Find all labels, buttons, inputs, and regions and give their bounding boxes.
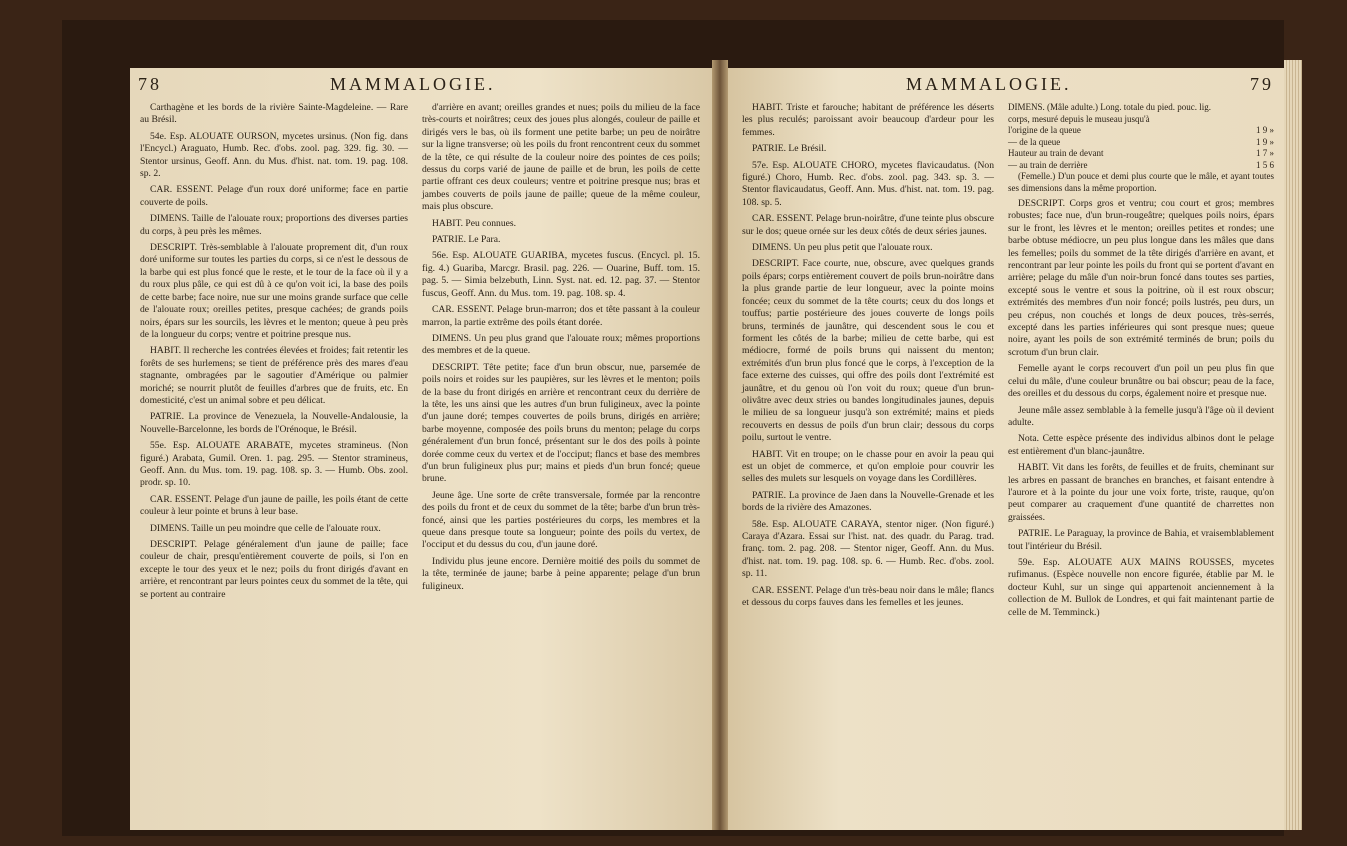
left-column-1 <box>140 102 408 605</box>
dims-row-label: l'origine de la queue <box>1008 125 1081 135</box>
paragraph: Individu plus jeune encore. Dernière moitié des poils du sommet de la tête, terminée de jaune; barbe à peine apparente; pelage d'un brun fuligineux. <box>422 555 700 592</box>
right-column-1 <box>742 102 994 613</box>
paragraph: 59e. Esp. ALOUATE AUX MAINS ROUSSES, mycetes rufimanus. (Espèce nouvelle non encore figurée, établie par M. le docteur Kuhl, sur un singe qui appartenoit anciennement à la collection de M. Bullok de Londres, et qui fait maintenant partie de celle de M. Temminck.) <box>1008 556 1274 618</box>
paragraph: Femelle ayant le corps recouvert d'un poil un peu plus fin que celui du mâle, d'une couleur brunâtre ou bai obscur; peau de la face, des oreilles et du dessous du corps, également noire et presque nue. <box>1008 363 1274 400</box>
paragraph: 56e. Esp. ALOUATE GUARIBA, mycetes fuscus. (Encycl. pl. 15. fig. 4.) Guariba, Marcgr. Brasil. pag. 226. — Ouarine, Buff. tom. 15. pag. 5. — Simia belzebuth, Linn. Syst. nat. ed. 12. pag. 37. — Stentor fuscus, Geoff. Ann. du Mus. tom. 19. pag. 108. sp. 4. <box>422 250 700 299</box>
paragraph: Jeune âge. Une sorte de crête transversale, formée par la rencontre des poils du front et de ceux du sommet de la tête; barbe d'un brun très-foncé, ainsi que les parties postérieures du corps, les membres et la queue dans presque toute sa longueur; pointe des poils du vertex, de l'occiput et du dessus du cou, d'un jaune doré. <box>422 489 700 551</box>
paragraph: HABIT. Il recherche les contrées élevées et froides; fait retentir les forêts de ses hurlemens; se tient de préférence près des mares d'eau stagnante, ombragées par le sagoutier d'Amérique ou palmier moriché; se nourrit plutôt de feuilles d'arbres que de fruits, etc. En domesticité, c'est un animal sobre et peu délicat. <box>140 345 408 406</box>
paragraph: DESCRIPT. Tête petite; face d'un brun obscur, nue, parsemée de poils noirs et roides sur les paupières, sur les lèvres et le menton; poils de la base du front dirigés en arrière et rencontrant ceux du derrière de la tête, les uns ainsi que les autres d'un brun fuligineux, avec la pointe d'un jaune doré; tempes couvertes de poils bruns, dirigés en arrière; barbe moyenne, composée des poils bruns du menton; pelage du corps généralement d'un brun foncé, présentant sur le dos des poils à pointe dorée comme ceux du vertex et de l'occiput; flancs et base des membres d'un brun fuligineux plus pur; mains et pieds d'un brun foncé; queue brune. <box>422 361 700 485</box>
paragraph: DIMENS. Un peu plus petit que l'alouate roux. <box>752 242 933 254</box>
page-edges <box>1284 60 1302 830</box>
paragraph: 57e. Esp. ALOUATE CHORO, mycetes flavicaudatus. (Non figuré.) Choro, Humb. Rec. d'obs. zool. pag. 343. sp. 3. — Stentor flavicaudatus, Geoff. Ann. Mus. d'hist. nat. tom. 19. pag. 108. sp. 5. <box>742 159 994 208</box>
right-running-head: MAMMALOGIE. <box>906 74 1072 94</box>
paragraph: 54e. Esp. ALOUATE OURSON, mycetes ursinus. (Non fig. dans l'Encycl.) Araguato, Humb. Rec. d'obs. zool. pag. 329. fig. 30. — Stentor ursinus, Geoff. Ann. du Mus. d'hist. nat. tom. 19. pag. 108. sp. 2. <box>140 130 408 180</box>
book-gutter <box>712 60 728 830</box>
right-header <box>728 74 1284 100</box>
paragraph: HABIT. Peu connues. <box>432 217 517 229</box>
left-page-number: 78 <box>138 74 162 94</box>
paragraph: CAR. ESSENT. Pelage d'un roux doré uniforme; face en partie couverte de poils. <box>140 184 408 208</box>
paragraph: HABIT. Vit dans les forêts, de feuilles et de fruits, cheminant sur les arbres en passant de branches en branches, et faisant entendre à l'aurore et à la pointe du jour une voix forte, triste, rauque, qu'on peut comparer au craquement d'une quantité de charrettes non graissées. <box>1008 462 1274 523</box>
dims-row-value: 1 9 » <box>1256 125 1274 135</box>
paragraph: PATRIE. La province de Jaen dans la Nouvelle-Grenade et les bords de la rivière des Amazones. <box>742 489 994 514</box>
paragraph: Carthagène et les bords de la rivière Sainte-Magdeleine. — Rare au Brésil. <box>140 102 408 126</box>
paragraph: HABIT. Triste et farouche; habitant de préférence les déserts les plus reculés; paroissant avoir beaucoup d'ardeur pour les femmes. <box>742 102 994 138</box>
paragraph: DESCRIPT. Face courte, nue, obscure, avec quelques grands poils épars; corps entièrement couvert de poils brun-noirâtre dans la plus grande partie de leur longueur, avec la pointe moins foncée; ceux du sommet de la tête courts; ceux du dos longs et touffus; partie postérieure des joues couverte de longs poils bruns, terminés de jaunâtre, qui descendent sous le cou et forment les côtés de la barbe; milieu de cette barbe, qui est médiocre, formé de poils bruns qui naissent du menton; extrémités d'un brun plus foncé que le corps, à l'exception de la face externe des cuisses, qui offre des poils dont l'extrémité est jaunâtre, et du genou où l'on voit du roux; queue d'un brun-olivâtre avec deux stries ou bandes longitudinales jaunes, depuis le milieu de sa longueur jusqu'à son extrémité; mains et pieds recouverts en dessus de poils d'un brun clair; dessous du corps poilu, surtout le ventre. <box>742 258 994 444</box>
paragraph: CAR. ESSENT. Pelage brun-marron; dos et tête passant à la couleur marron, la partie extrême des poils étant dorée. <box>422 304 700 328</box>
left-page <box>130 68 712 830</box>
dims-row <box>1008 125 1274 137</box>
paragraph: PATRIE. Le Brésil. <box>752 143 827 155</box>
left-column-2 <box>422 102 700 597</box>
right-page-number: 79 <box>1250 74 1274 94</box>
paragraph: PATRIE. Le Para. <box>432 234 501 246</box>
right-page <box>728 68 1284 830</box>
paragraph: 55e. Esp. ALOUATE ARABATE, mycetes stramineus. (Non figuré.) Arabata, Gumil. Oren. 1. pag. 295. — Stentor stramineus, Geoff. Ann. du Mus. tom. 19. pag. 108. sp. 3. — Humb. Obs. zool. prodr. sp. 10. <box>140 440 408 489</box>
paragraph: HABIT. Vit en troupe; on le chasse pour en avoir la peau qui est un objet de commerce, et qu'on emploie pour couvrir les selles des mulets sur lesquels on voyage dans les Cordillères. <box>742 448 994 485</box>
dims-row-value: 1 9 » <box>1256 136 1274 147</box>
paragraph: DIMENS. Un peu plus grand que l'alouate roux; mêmes proportions des membres et de la queue. <box>422 332 700 357</box>
dims-title: DIMENS. (Mâle adulte.) Long. totale du pied. pouc. lig. <box>1008 102 1211 112</box>
paragraph: CAR. ESSENT. Pelage d'un très-beau noir dans le mâle; flancs et dessous du corps fauves dans les femelles et les jeunes. <box>742 584 994 609</box>
paragraph: DESCRIPT. Pelage généralement d'un jaune de paille; face couleur de chair, presqu'entièrement couverte de poils, si l'on en excepte le tour des yeux et le nez; poils du front dirigés d'avant en arrière, et rencontrant par leurs pointes ceux du sommet de la tête, qui se portent au contraire <box>140 539 408 600</box>
dims-intro: corps, mesuré depuis le museau jusqu'à <box>1008 113 1150 124</box>
paragraph: PATRIE. La province de Venezuela, la Nouvelle-Andalousie, la Nouvelle-Barcelonne, les bords de l'Orénoque, le Brésil. <box>140 411 408 435</box>
paragraph: DESCRIPT. Corps gros et ventru; cou court et gros; membres robustes; face nue, d'un brun-rougeâtre; quelques poils noirs, épars sur le front, les lèvres et le menton; oreilles petites et rondes; une barbe obtuse médiocre, un peu plus longue dans les mâles que dans les femelles; poils du sommet de la tête dirigés d'arrière en avant, et rencontrant par leur pointe les poils du front qui se portent d'avant en arrière; pelage du mâle d'un noir-brun foncé dans toutes ses parties, excepté sous le ventre et sous la poitrine, où il est roux obscur; extrémités des membres d'un noir foncé; poils lustrés, peu durs, un peu crépus, non couchés et longs de deux pouces, très-serrés, excepté dans les parties inférieures qui sont presque nues; queue noire, ayant les poils de son extrémité terminés de brun; poils du scrotum d'un brun clair. <box>1008 198 1274 358</box>
dims-row <box>1008 160 1274 172</box>
paragraph: Nota. Cette espèce présente des individus albinos dont le pelage est entièrement d'un blanc-jaunâtre. <box>1008 433 1274 457</box>
paragraph: CAR. ESSENT. Pelage d'un jaune de paille, les poils étant de cette couleur à leur pointe et bruns à leur base. <box>140 493 408 518</box>
dims-row-label: Hauteur au train de devant <box>1008 148 1104 158</box>
paragraph: PATRIE. Le Paraguay, la province de Bahia, et vraisemblablement tout l'intérieur du Brésil. <box>1008 528 1274 552</box>
paragraph: 58e. Esp. ALOUATE CARAYA, stentor niger. (Non figuré.) Caraya d'Azara. Essai sur l'hist. nat. des quadr. du Parag. trad. franç. tom. 2. pag. 208. — Stentor niger, Geoff. Ann. du Mus. d'hist. nat. tom. 19. pag. 108. sp. 6. — Humb. Rec. d'obs. zool. sp. 11. <box>742 518 994 580</box>
dims-row <box>1008 137 1274 149</box>
right-column-2 <box>1008 102 1274 623</box>
dims-female: (Femelle.) D'un pouce et demi plus courte que le mâle, et ayant toutes ses dimensions dans la même proportion. <box>1008 171 1274 193</box>
dims-row-label: — au train de derrière <box>1008 159 1088 170</box>
dimensions-table <box>1008 102 1274 194</box>
dims-row-value: 1 7 » <box>1256 148 1274 158</box>
dims-row-label: — de la queue <box>1008 136 1061 147</box>
dims-row-value: 1 5 6 <box>1256 159 1274 170</box>
paragraph: d'arrière en avant; oreilles grandes et nues; poils du milieu de la face très-courts et noirâtres; ceux des joues plus alongés, couleur de paille et dirigés vers le bas, où ils forment une petite barbe; un peu de noirâtre sur la ligne transverse; où les poils du front rencontrent ceux du sommet de la tête, ce qui résulte de la couleur noire des pointes de ces poils; dessus du corps varié de jaune de paille et de brun, les poils de cette partie offrant ces deux couleurs; ventre et poitrine presque nus; bras et jambes couverts de poils jaune de paille; queue de la même couleur, mais plus obscure. <box>422 102 700 213</box>
book-spread <box>62 20 1284 836</box>
left-running-head: MAMMALOGIE. <box>330 74 496 94</box>
dims-row <box>1008 148 1274 160</box>
paragraph: DIMENS. Taille un peu moindre que celle de l'alouate roux. <box>150 522 381 534</box>
paragraph: Jeune mâle assez semblable à la femelle jusqu'à l'âge où il devient adulte. <box>1008 404 1274 428</box>
paragraph: DESCRIPT. Très-semblable à l'alouate proprement dit, d'un roux doré uniforme sur toutes les parties du corps, si ce n'est le dessous de la barbe qui est plus foncé que le reste, et le tour de la face où il y a du roux plus pâle, ce qui est dû à ce qu'on voit ici, la base des poils de cette barbe; face noire, nue sur une moins grande surface que celle de l'alouate roux; oreilles petites, presque cachées; de grands poils noirs, épars sur les sourcils, les lèvres et le menton; queue à peu près de la longueur du corps; ventre et poitrine presque nus. <box>140 242 408 340</box>
paragraph: DIMENS. Taille de l'alouate roux; proportions des diverses parties du corps, à peu près les mêmes. <box>140 213 408 237</box>
left-header <box>130 74 712 100</box>
paragraph: CAR. ESSENT. Pelage brun-noirâtre, d'une teinte plus obscure sur le dos; queue ornée sur les deux côtés de deux séries jaunes. <box>742 213 994 237</box>
